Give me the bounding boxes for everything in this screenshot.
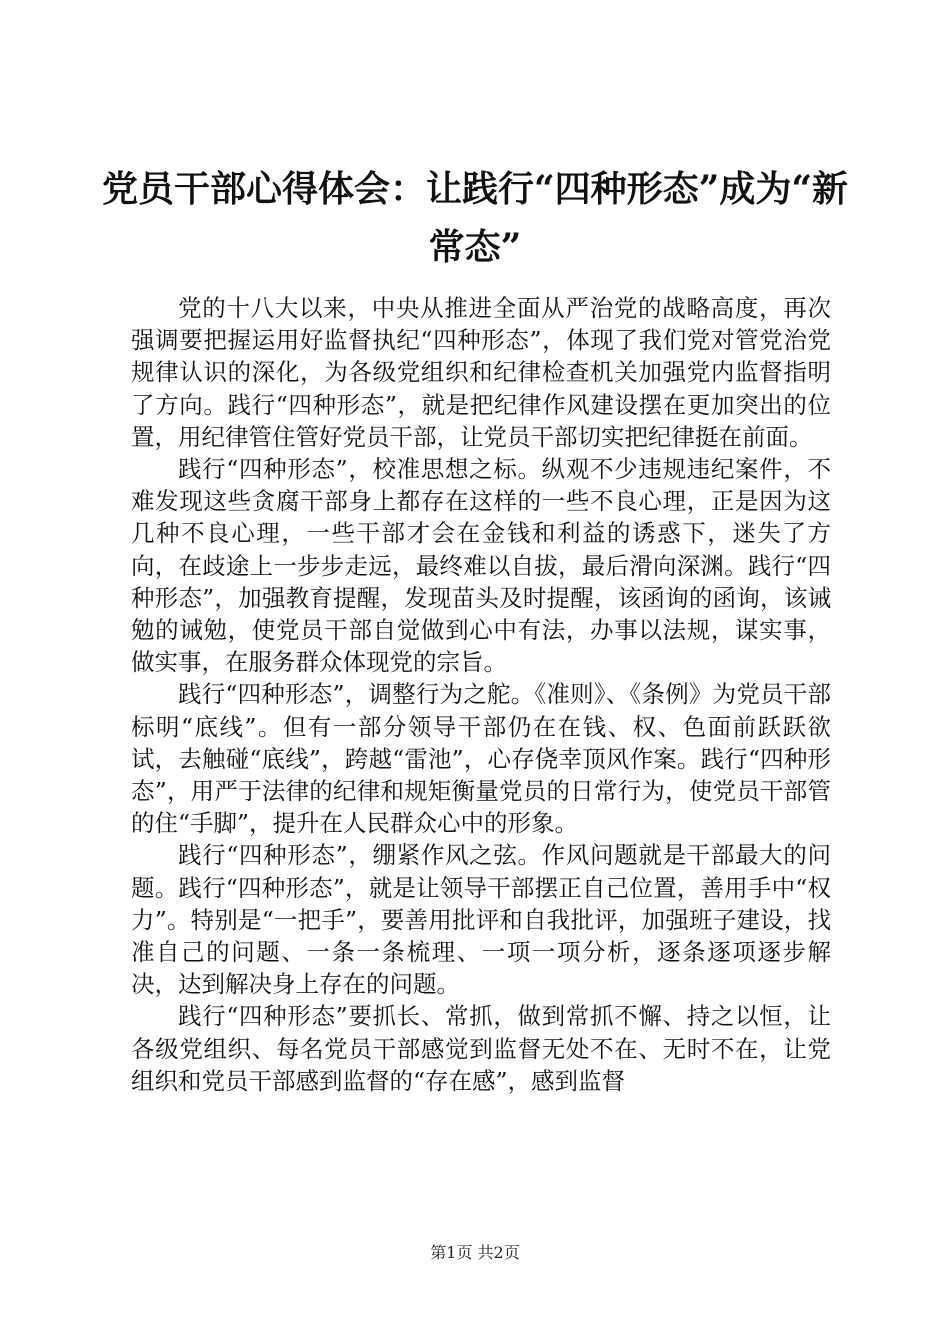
paragraph: 践行“四种形态”，校准思想之标。纵观不少违规违纪案件，不难发现这些贪腐干部身上都存在这样的一些不良心理，正是因为这几种不良心理，一些干部才会在金钱和利益的诱惑下，迷失了方向，在歧途上一步步走远，最终难以自拔，最后滑向深渊。践行“四种形态”，加强教育提醒，发现苗头及时提醒，该函询的函询，该诫勉的诫勉，使党员干部自觉做到心中有法，办事以法规，谋实事，做实事，在服务群众体现党的宗旨。 <box>131 455 831 677</box>
page-title: 党员干部心得体会：让践行“四种形态”成为“新常态” <box>101 168 849 268</box>
document-body <box>131 292 831 1097</box>
page-number-footer: 第1页 共2页 <box>430 1243 520 1262</box>
paragraph: 践行“四种形态”要抓长、常抓，做到常抓不懈、持之以恒，让各级党组织、每名党员干部感觉到监督无处不在、无时不在，让党组织和党员干部感到监督的“存在感”，感到监督 <box>131 1002 831 1095</box>
paragraph: 践行“四种形态”，调整行为之舵。《准则》、《条例》为党员干部标明“底线”。但有一部分领导干部仍在在钱、权、色面前跃跃欲试，去触碰“底线”，跨越“雷池”，心存侥幸顶风作案。践行“四种形态”，用严于法律的纪律和规矩衡量党员的日常行为，使党员干部管的住“手脚”，提升在人民群众心中的形象。 <box>131 680 831 838</box>
paragraph: 党的十八大以来，中央从推进全面从严治党的战略高度，再次强调要把握运用好监督执纪“四种形态”，体现了我们党对管党治党规律认识的深化，为各级党组织和纪律检查机关加强党内监督指明了方向。践行“四种形态”，就是把纪律作风建设摆在更加突出的位置，用纪律管住管好党员干部，让党员干部切实把纪律挺在前面。 <box>131 294 831 451</box>
paragraph: 践行“四种形态”，绷紧作风之弦。作风问题就是干部最大的问题。践行“四种形态”，就是让领导干部摆正自己位置，善用手中“权力”。特别是“一把手”，要善用批评和自我批评，加强班子建设，找准自己的问题、一条一条梳理、一项一项分析，逐条逐项逐步解决，达到解决身上存在的问题。 <box>131 841 831 999</box>
